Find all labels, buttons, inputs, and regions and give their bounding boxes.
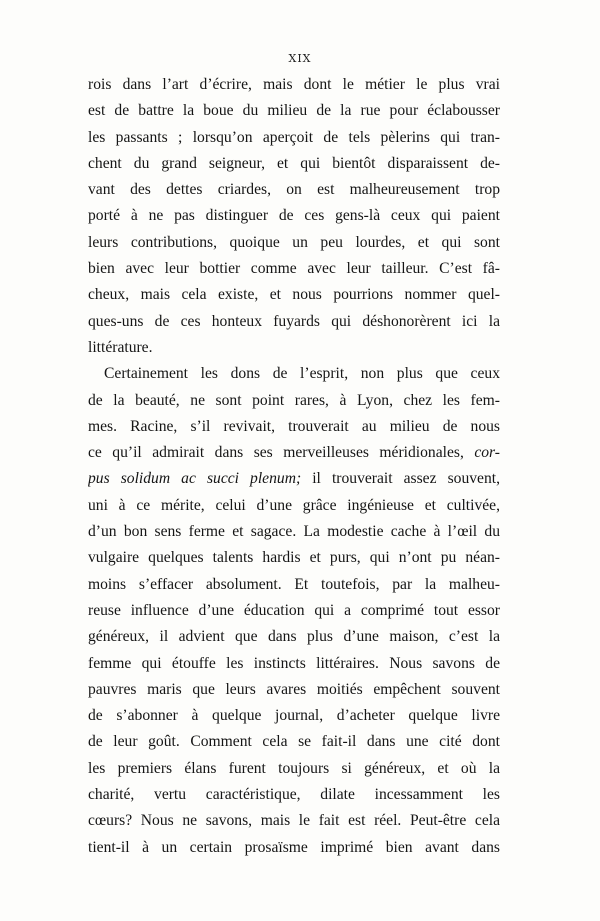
line-text: vant des dettes criardes, on est malheureusement trop — [88, 181, 500, 199]
text-line — [88, 388, 500, 414]
line-text: tient-il à un certain prosaïsme imprimé bien avant dans — [88, 838, 500, 856]
text-line — [88, 519, 500, 545]
page-number: XIX — [288, 52, 312, 65]
body-text — [88, 72, 500, 861]
text-line — [88, 256, 500, 282]
line-text: d’un bon sens ferme et sagace. La modestie cache à l’œil du — [88, 523, 500, 541]
text-line — [88, 335, 500, 361]
text-line — [88, 125, 500, 151]
text-line — [88, 230, 500, 256]
text-line — [88, 808, 500, 834]
line-text: bien avec leur bottier comme avec leur tailleur. C’est fâ- — [88, 260, 500, 278]
text-line — [88, 282, 500, 308]
line-text: de leur goût. Comment cela se fait-il dans une cité dont — [88, 733, 500, 751]
text-line — [88, 309, 500, 335]
line-text: rois dans l’art d’écrire, mais dont le métier le plus vrai — [88, 76, 500, 93]
text-line — [88, 598, 500, 624]
line-text: vulgaire quelques talents hardis et purs, qui n’ont pu néan- — [88, 549, 500, 567]
line-text: ques-uns de ces honteux fuyards qui déshonorèrent ici la — [88, 312, 500, 330]
line-text: généreux, il advient que dans plus d’une maison, c’est la — [88, 628, 500, 646]
line-text: de s’abonner à quelque journal, d’acheter quelque livre — [88, 707, 500, 725]
line-text: littérature. — [88, 338, 153, 356]
text-line — [88, 756, 500, 782]
text-line — [88, 651, 500, 677]
line-text: porté à ne pas distinguer de ces gens-là ceux qui paient — [88, 207, 500, 225]
line-text: les premiers élans furent toujours si généreux, et où la — [88, 759, 500, 777]
line-text: chent du grand seigneur, et qui bientôt disparaissent de- — [88, 154, 500, 172]
text-line — [88, 361, 500, 387]
text-line — [88, 414, 500, 440]
line-text: de la beauté, ne sont point rares, à Lyon, chez les fem- — [88, 391, 500, 409]
text-line — [88, 729, 500, 755]
line-text: les passants ; lorsqu’on aperçoit de tels pèlerins qui tran- — [88, 128, 500, 146]
line-text: mes. Racine, s’il revivait, trouverait au milieu de nous — [88, 417, 500, 435]
text-line — [88, 151, 500, 177]
text-line — [88, 835, 500, 861]
text-line — [88, 703, 500, 729]
line-text: reuse influence d’une éducation qui a comprimé tout essor — [88, 601, 500, 619]
text-line — [88, 72, 500, 98]
line-text: pauvres maris que leurs avares moitiés empêchent souvent — [88, 680, 500, 698]
line-text: moins s’effacer absolument. Et toutefois, par la malheu- — [88, 575, 500, 593]
text-line — [88, 572, 500, 598]
text-line — [88, 98, 500, 124]
latin-quote: pus solidum ac succi plenum; — [88, 470, 302, 488]
line-text: charité, vertu caractéristique, dilate incessamment les — [88, 786, 500, 804]
line-text: femme qui étouffe les instincts littéraires. Nous savons de — [88, 654, 500, 672]
line-text: Certainement les dons de l’esprit, non plus que ceux — [104, 365, 500, 383]
text-line — [88, 203, 500, 229]
line-text: uni à ce mérite, celui d’une grâce ingénieuse et cultivée, — [88, 496, 500, 514]
text-line — [88, 677, 500, 703]
text-line — [88, 545, 500, 571]
text-line — [88, 782, 500, 808]
text-line — [88, 440, 500, 466]
text-line — [88, 466, 500, 492]
text-line — [88, 493, 500, 519]
line-text: cœurs? Nous ne savons, mais le fait est réel. Peut-être cela — [88, 812, 500, 830]
text-line — [88, 177, 500, 203]
latin-quote: cor- — [474, 444, 500, 462]
line-text: leurs contributions, quoique un peu lourdes, et qui sont — [88, 233, 500, 251]
line-text: cheux, mais cela existe, et nous pourrions nommer quel- — [88, 286, 500, 304]
line-text: est de battre la boue du milieu de la rue pour éclabousser — [88, 102, 500, 120]
line-text: il trouverait assez souvent, — [301, 470, 500, 488]
text-line — [88, 624, 500, 650]
line-text: ce qu’il admirait dans ses merveilleuses méridionales, — [88, 444, 475, 462]
